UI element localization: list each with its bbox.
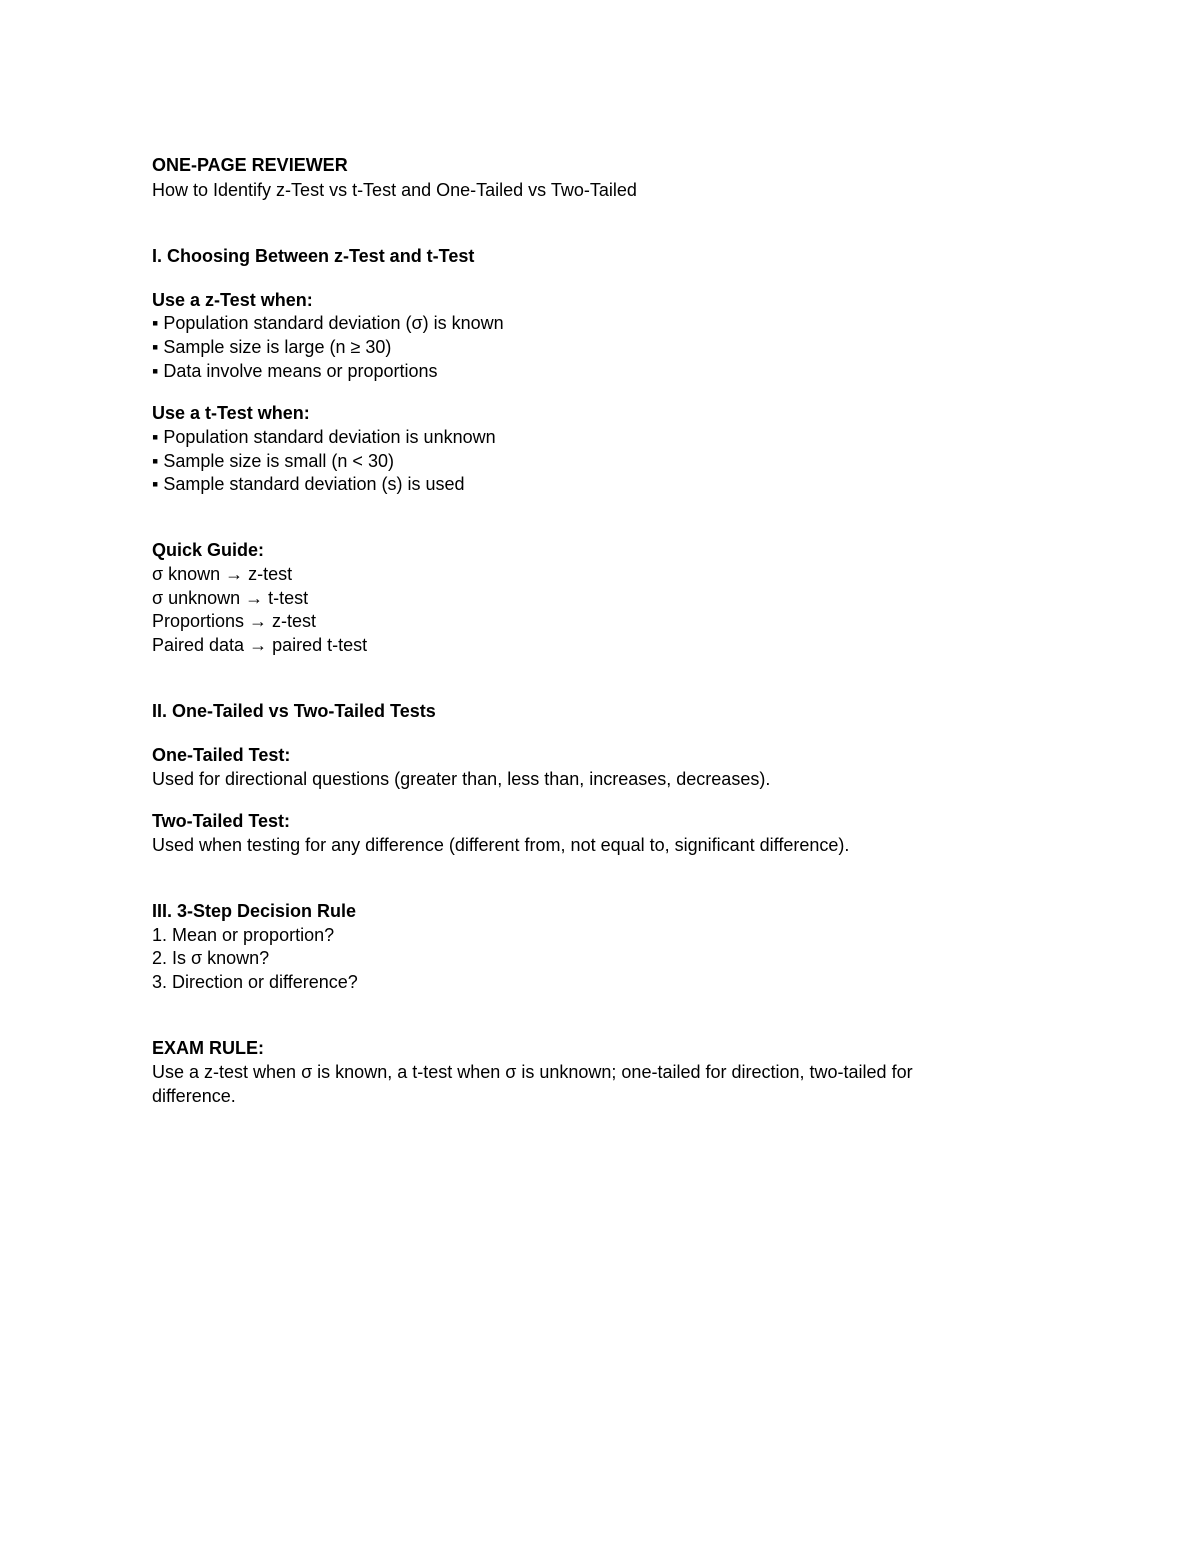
exam-rule-heading: EXAM RULE: [152, 1038, 264, 1058]
page-title: ONE-PAGE REVIEWER [152, 155, 348, 175]
section-3-heading: III. 3-Step Decision Rule [152, 901, 357, 921]
t-test-item: ▪ Sample standard deviation (s) is used [152, 474, 465, 494]
two-tailed-text: Used when testing for any difference (different from, not equal to, significant difference). [152, 835, 850, 855]
decision-step: 3. Direction or difference? [152, 972, 358, 992]
z-test-heading: Use a z-Test when: [152, 290, 313, 310]
two-tailed-heading: Two-Tailed Test: [152, 811, 290, 831]
quick-guide-item: σ known → z-test [152, 564, 293, 584]
quick-guide-heading: Quick Guide: [152, 540, 265, 560]
z-test-item: ▪ Population standard deviation (σ) is known [152, 313, 504, 333]
exam-rule-text: difference. [152, 1086, 236, 1106]
one-tailed-heading: One-Tailed Test: [152, 745, 291, 765]
quick-guide-item: Paired data → paired t-test [152, 635, 368, 655]
section-2-heading: II. One-Tailed vs Two-Tailed Tests [152, 701, 436, 721]
page-subtitle: How to Identify z-Test vs t-Test and One-Tailed vs Two-Tailed [152, 180, 637, 200]
decision-step: 2. Is σ known? [152, 948, 270, 968]
quick-guide-item: σ unknown → t-test [152, 588, 309, 608]
quick-guide-item: Proportions → z-test [152, 611, 317, 631]
z-test-item: ▪ Sample size is large (n ≥ 30) [152, 337, 392, 357]
exam-rule-text: Use a z-test when σ is known, a t-test when σ is unknown; one-tailed for direction, two-tailed for [152, 1062, 913, 1082]
z-test-item: ▪ Data involve means or proportions [152, 361, 438, 381]
t-test-item: ▪ Sample size is small (n < 30) [152, 451, 394, 471]
t-test-item: ▪ Population standard deviation is unknown [152, 427, 496, 447]
one-tailed-text: Used for directional questions (greater than, less than, increases, decreases). [152, 769, 771, 789]
decision-step: 1. Mean or proportion? [152, 925, 335, 945]
t-test-heading: Use a t-Test when: [152, 403, 310, 423]
section-1-heading: I. Choosing Between z-Test and t-Test [152, 246, 475, 266]
